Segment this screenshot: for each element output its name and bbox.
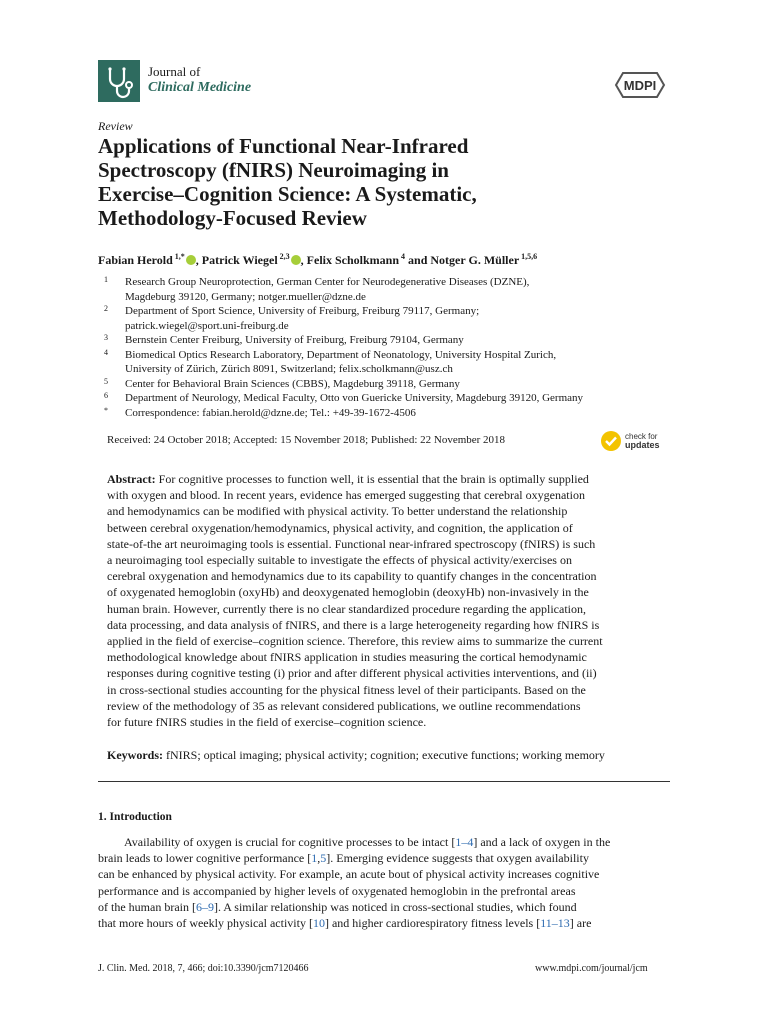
affiliation-number: 1	[104, 275, 108, 284]
citation-link[interactable]: 1	[311, 851, 318, 866]
body-text-segment: Availability of oxygen is crucial for cognitive processes to be intact [	[124, 835, 456, 849]
citation-link[interactable]: 5	[320, 851, 327, 866]
title-line: Methodology-Focused Review	[98, 206, 367, 230]
mdpi-logo-text: MDPI	[623, 78, 657, 93]
abstract-line	[107, 633, 669, 649]
affiliation-number: 4	[104, 347, 108, 357]
author-separator: ,	[300, 253, 307, 267]
body-text-segment: can be enhanced by physical activity. For example, an acute bout of physical activity increases cognitive	[98, 867, 600, 882]
title-line: Exercise–Cognition Science: A Systematic,	[98, 182, 477, 206]
body-line	[98, 899, 670, 915]
abstract-text: between cerebral oxygenation/hemodynamics, physical activity, and cognition, the application of	[107, 520, 573, 535]
abstract-line	[107, 601, 669, 617]
affiliation-line: Department of Neurology, Medical Faculty, Otto von Guericke University, Magdeburg 39120, Germany	[125, 392, 584, 404]
citation-link[interactable]: 11–13	[540, 916, 570, 931]
abstract-text: methodological knowledge about fNIRS application in studies measuring the cortical hemodynamic	[107, 650, 587, 665]
mdpi-logo	[612, 70, 668, 105]
body-text-segment: ]. Emerging evidence suggests that oxygen availability	[326, 851, 589, 866]
body-text-segment: of the human brain [	[98, 899, 196, 914]
affiliation-item	[104, 304, 583, 333]
body-text-segment: ] and a lack of oxygen in the	[473, 835, 611, 849]
author-name: Patrick Wiegel	[201, 253, 278, 267]
article-type: Review	[98, 119, 133, 133]
affiliation-line: University of Zürich, Zürich 8091, Switzerland; felix.scholkmann@usz.ch	[125, 363, 453, 375]
orcid-icon[interactable]	[186, 255, 196, 265]
body-text-segment: brain leads to lower cognitive performance [	[98, 851, 312, 866]
abstract-text: for future fNIRS studies in the field of exercise–cognition science.	[107, 715, 427, 730]
abstract-line	[107, 487, 669, 503]
abstract-text: a neuroimaging tool especially suitable to investigate the effects of physical activity/exercises on	[107, 553, 572, 568]
article-title	[98, 134, 658, 230]
body-line	[98, 866, 670, 882]
body-text-segment: ,	[317, 851, 321, 866]
affiliation-number: 5	[104, 376, 108, 386]
abstract-line	[107, 665, 669, 681]
footer-citation: J. Clin. Med. 2018, 7, 466; doi:10.3390/jcm7120466	[98, 963, 309, 974]
abstract-text: in cross-sectional studies accounting for the physical fitness level of their participants. Based on the	[107, 682, 586, 697]
author-name: Felix Scholkmann	[306, 253, 400, 267]
journal-name	[148, 64, 251, 96]
abstract-line	[107, 714, 669, 730]
affiliation-number: 2	[104, 304, 108, 313]
author-affiliation-marker: 2,3	[277, 252, 290, 261]
body-line	[98, 915, 670, 931]
check-updates-line1: check for	[625, 431, 658, 441]
affiliation-line: Department of Sport Science, University of Freiburg, Freiburg 79117, Germany;	[125, 305, 480, 317]
abstract-text: cerebral oxygenation and hemodynamics due to its capability to quantify changes in the concentration	[107, 569, 597, 584]
abstract-text: review of the methodology of 35 as relevant considered publications, we outline recommendations	[107, 698, 581, 713]
abstract-text: data processing, and data analysis of fNIRS, and there is a large heterogeneity regarding how fNIRS is	[107, 617, 600, 632]
body-text-segment: ] are	[569, 916, 592, 931]
citation-link[interactable]: 6–9	[195, 899, 214, 914]
footer-url[interactable]: www.mdpi.com/journal/jcm	[535, 963, 648, 974]
affiliation-item	[104, 377, 583, 392]
affiliation-line: Magdeburg 39120, Germany; notger.mueller@dzne.de	[125, 290, 366, 303]
check-for-updates-badge[interactable]	[600, 430, 660, 452]
citation-link[interactable]: 1–4	[455, 835, 474, 849]
affiliation-line: Research Group Neuroprotection, German Center for Neurodegenerative Diseases (DZNE),	[125, 276, 530, 288]
abstract-line	[107, 536, 669, 552]
abstract-line	[107, 552, 669, 568]
title-line: Applications of Functional Near-Infrared	[98, 134, 469, 158]
correspondence-item	[104, 406, 583, 421]
affiliation-item	[104, 275, 583, 304]
correspondence-line: Correspondence: fabian.herold@dzne.de; Tel.: +49-39-1672-4506	[125, 406, 416, 419]
affiliation-item	[104, 391, 583, 406]
affiliation-item	[104, 333, 583, 348]
check-updates-line2: updates	[625, 440, 660, 450]
keywords-text: fNIRS; optical imaging; physical activity; cognition; executive functions; working memory	[163, 748, 605, 762]
abstract-line	[107, 520, 669, 536]
journal-name-line2: Clinical Medicine	[148, 80, 252, 95]
journal-name-line1: Journal of	[148, 64, 201, 79]
body-text-segment: that more hours of weekly physical activity [	[98, 916, 313, 931]
author-affiliation-marker: 1,*	[172, 252, 185, 261]
author-affiliation-marker: 1,5,6	[519, 252, 538, 261]
abstract-text: state-of-the art neuroimaging tools is essential. Functional near-infrared spectroscopy (fNIRS) is such	[107, 536, 596, 551]
affiliation-line: Biomedical Optics Research Laboratory, Department of Neonatology, University Hospital Zurich,	[125, 348, 557, 361]
body-line	[98, 883, 670, 899]
affiliation-line: Bernstein Center Freiburg, University of Freiburg, Freiburg 79104, Germany	[125, 334, 464, 346]
check-updates-icon	[600, 430, 622, 452]
abstract-line	[107, 698, 669, 714]
title-line: Spectroscopy (fNIRS) Neuroimaging in	[98, 158, 449, 182]
keywords	[107, 748, 605, 763]
introduction-body	[98, 834, 670, 931]
author-affiliation-marker: 4	[399, 252, 406, 261]
abstract-line	[107, 503, 669, 519]
section-heading: 1. Introduction	[98, 811, 172, 823]
affiliation-number: 3	[104, 333, 108, 342]
correspondence-marker: *	[104, 405, 108, 415]
abstract-line	[107, 617, 669, 633]
abstract-line	[107, 584, 669, 600]
abstract-text: For cognitive processes to function well, it is essential that the brain is optimally supplied	[155, 472, 589, 486]
orcid-icon[interactable]	[291, 255, 301, 265]
abstract-text: human brain. However, currently there is no clear standardized procedure regarding the application,	[107, 601, 586, 616]
author-separator: ,	[195, 253, 202, 267]
abstract-text: applied in the field of exercise–cognition science. Therefore, this review aims to summarize the current	[107, 634, 603, 649]
body-line	[98, 850, 670, 866]
abstract-line	[107, 568, 669, 584]
publication-dates: Received: 24 October 2018; Accepted: 15 November 2018; Published: 22 November 2018	[107, 434, 506, 446]
abstract-text: of oxygenated hemoglobin (oxyHb) and deoxygenated hemoglobin (deoxyHb) non-invasively in the	[107, 585, 589, 600]
abstract-text: with oxygen and blood. In recent years, evidence has emerged suggesting that cerebral oxygenation	[107, 488, 585, 503]
abstract-text: and hemodynamics can be modified with physical activity. To better understand the relationship	[107, 504, 568, 519]
journal-logo	[98, 60, 140, 102]
abstract	[107, 471, 669, 730]
affiliation-line: patrick.wiegel@sport.uni-freiburg.de	[125, 319, 289, 332]
citation-link[interactable]: 10	[312, 916, 325, 931]
body-line	[98, 834, 670, 850]
author-name: Notger G. Müller	[430, 253, 520, 267]
affiliation-line: Center for Behavioral Brain Sciences (CBBS), Magdeburg 39118, Germany	[125, 377, 460, 390]
keywords-label: Keywords:	[107, 748, 163, 762]
body-text-segment: ]. A similar relationship was noticed in cross-sectional studies, which found	[213, 899, 577, 914]
affiliation-item	[104, 348, 583, 377]
abstract-line	[107, 682, 669, 698]
author-separator: and	[405, 253, 431, 267]
body-text-segment: ] and higher cardiorespiratory fitness levels [	[324, 916, 541, 931]
affiliation-number: 6	[104, 391, 108, 400]
affiliation-list	[104, 275, 583, 420]
abstract-line	[107, 471, 669, 487]
author-name: Fabian Herold	[98, 253, 173, 267]
abstract-text: responses during cognitive testing (i) prior and after different physical activities interventions, and (ii)	[107, 666, 597, 681]
abstract-label: Abstract:	[107, 472, 156, 486]
author-list	[98, 252, 537, 268]
section-divider	[98, 781, 670, 782]
body-text-segment: performance and is accompanied by higher levels of oxygenated hemoglobin in the prefrontal areas	[98, 883, 576, 898]
abstract-line	[107, 649, 669, 665]
stethoscope-icon	[98, 60, 140, 102]
